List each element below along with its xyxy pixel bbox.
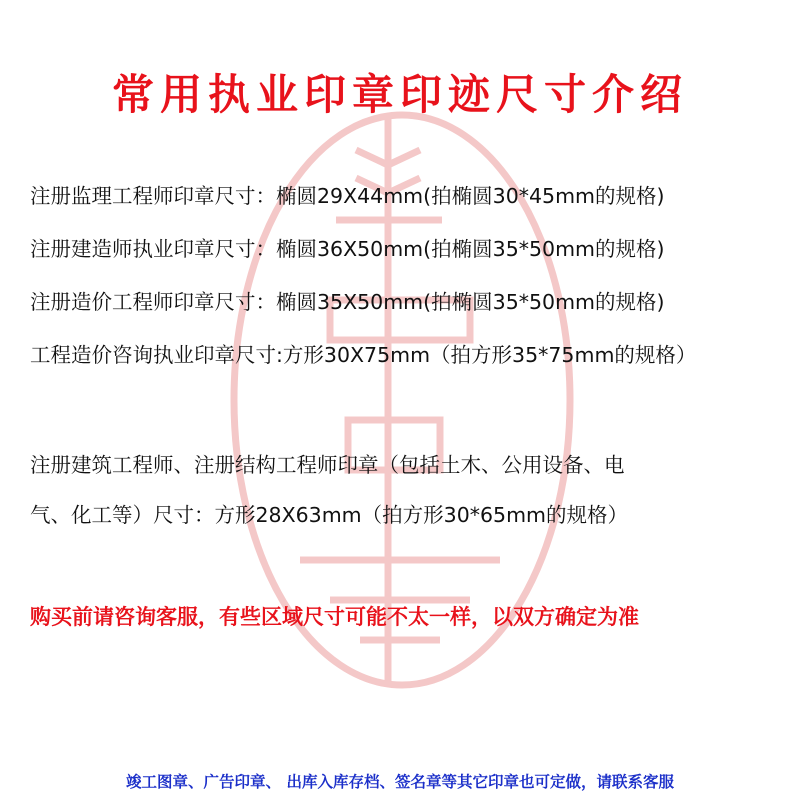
- spec-line-cost-consulting: 工程造价咨询执业印章尺寸:方形30X75mm（拍方形35*75mm的规格）: [30, 343, 697, 367]
- footer-note: 竣工图章、广告印章、 出库入库存档、签名章等其它印章也可定做，请联系客服: [126, 773, 674, 791]
- page-title: 常用执业印章印迹尺寸介绍: [111, 70, 688, 119]
- spec-line-cost-engineer: 注册造价工程师印章尺寸：椭圆35X50mm(拍椭圆35*50mm的规格): [30, 290, 665, 314]
- spec-line-supervisor: 注册监理工程师印章尺寸：椭圆29X44mm(拍椭圆30*45mm的规格): [30, 184, 665, 208]
- spec-line-constructor: 注册建造师执业印章尺寸：椭圆36X50mm(拍椭圆35*50mm的规格): [30, 237, 665, 261]
- purchase-notice: 购买前请咨询客服，有些区域尺寸可能不太一样，以双方确定为准: [30, 605, 639, 629]
- spec-line-architect-1: 注册建筑工程师、注册结构工程师印章（包括土木、公用设备、电: [30, 453, 625, 477]
- spec-line-architect-2: 气、化工等）尺寸：方形28X63mm（拍方形30*65mm的规格）: [30, 503, 629, 527]
